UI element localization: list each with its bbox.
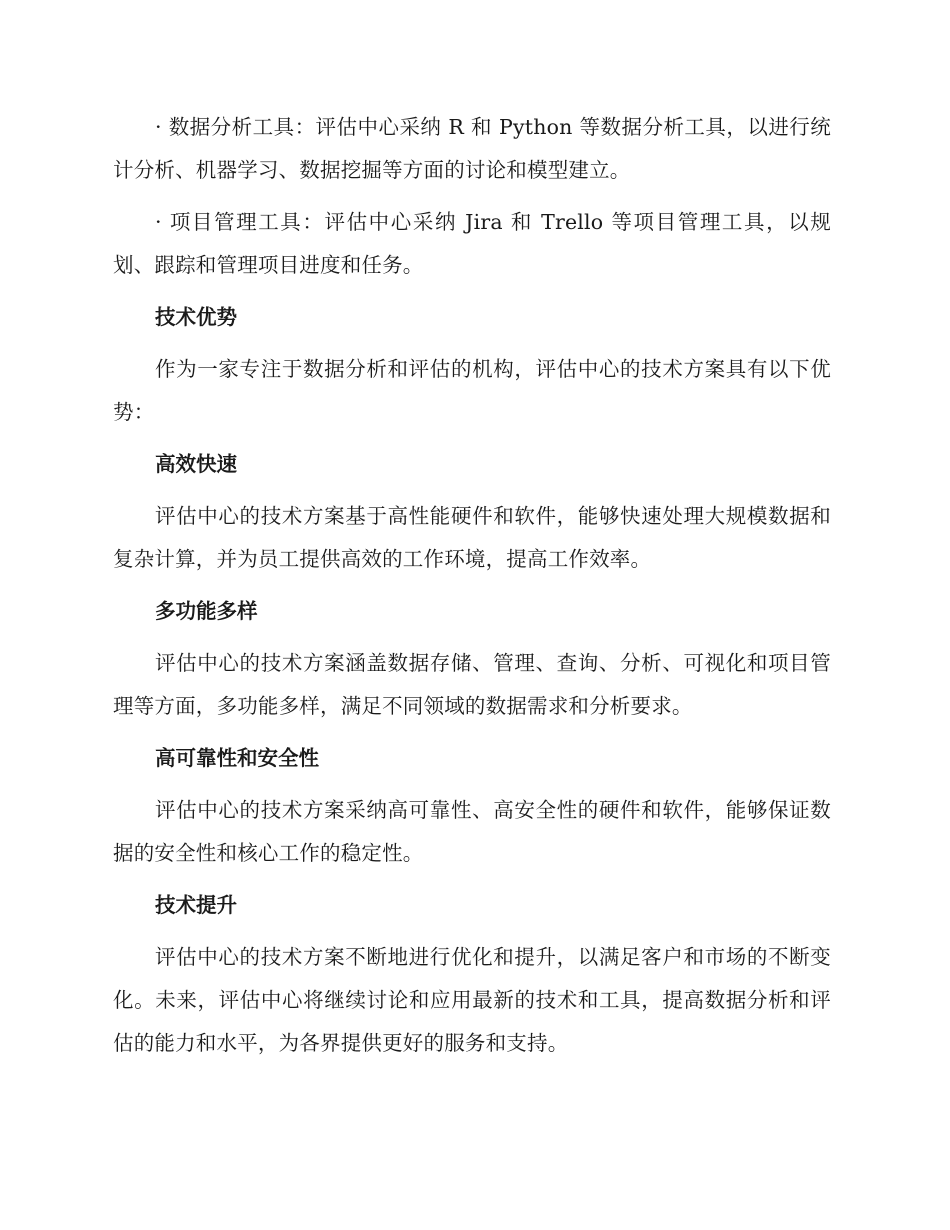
heading-tech-advantages: 技术优势 — [155, 305, 237, 329]
spacer — [113, 728, 831, 737]
bullet-data-analysis-tools: · 数据分析工具：评估中心采纳 R 和 Python 等数据分析工具，以进行统计分析、机器学习、数据挖掘等方面的讨论和模型建立。 — [113, 115, 831, 182]
spacer — [113, 434, 831, 443]
heading-efficient: 高效快速 — [155, 452, 237, 476]
para-tech-advantages: 作为一家专注于数据分析和评估的机构，评估中心的技术方案具有以下优势： — [113, 357, 831, 424]
spacer — [113, 875, 831, 884]
document-page — [113, 106, 831, 1065]
para-reliability: 评估中心的技术方案采纳高可靠性、高安全性的硬件和软件，能够保证数据的安全性和核心工作的稳定性。 — [113, 798, 831, 865]
heading-reliability: 高可靠性和安全性 — [155, 746, 319, 770]
heading-improvement: 技术提升 — [155, 893, 237, 917]
para-multifunction: 评估中心的技术方案涵盖数据存储、管理、查询、分析、可视化和项目管理等方面，多功能多样，满足不同领域的数据需求和分析要求。 — [113, 651, 831, 718]
spacer — [113, 486, 831, 495]
para-efficient: 评估中心的技术方案基于高性能硬件和软件，能够快速处理大规模数据和复杂计算，并为员工提供高效的工作环境，提高工作效率。 — [113, 504, 831, 571]
spacer — [113, 192, 831, 201]
spacer — [113, 287, 831, 296]
spacer — [113, 927, 831, 936]
spacer — [113, 581, 831, 590]
para-improvement: 评估中心的技术方案不断地进行优化和提升，以满足客户和市场的不断变化。未来，评估中心将继续讨论和应用最新的技术和工具，提高数据分析和评估的能力和水平，为各界提供更好的服务和支持。 — [113, 945, 831, 1055]
heading-multifunction: 多功能多样 — [155, 599, 258, 623]
bullet-project-management-tools: · 项目管理工具：评估中心采纳 Jira 和 Trello 等项目管理工具，以规划、跟踪和管理项目进度和任务。 — [113, 210, 831, 277]
spacer — [113, 339, 831, 348]
spacer — [113, 780, 831, 789]
spacer — [113, 633, 831, 642]
